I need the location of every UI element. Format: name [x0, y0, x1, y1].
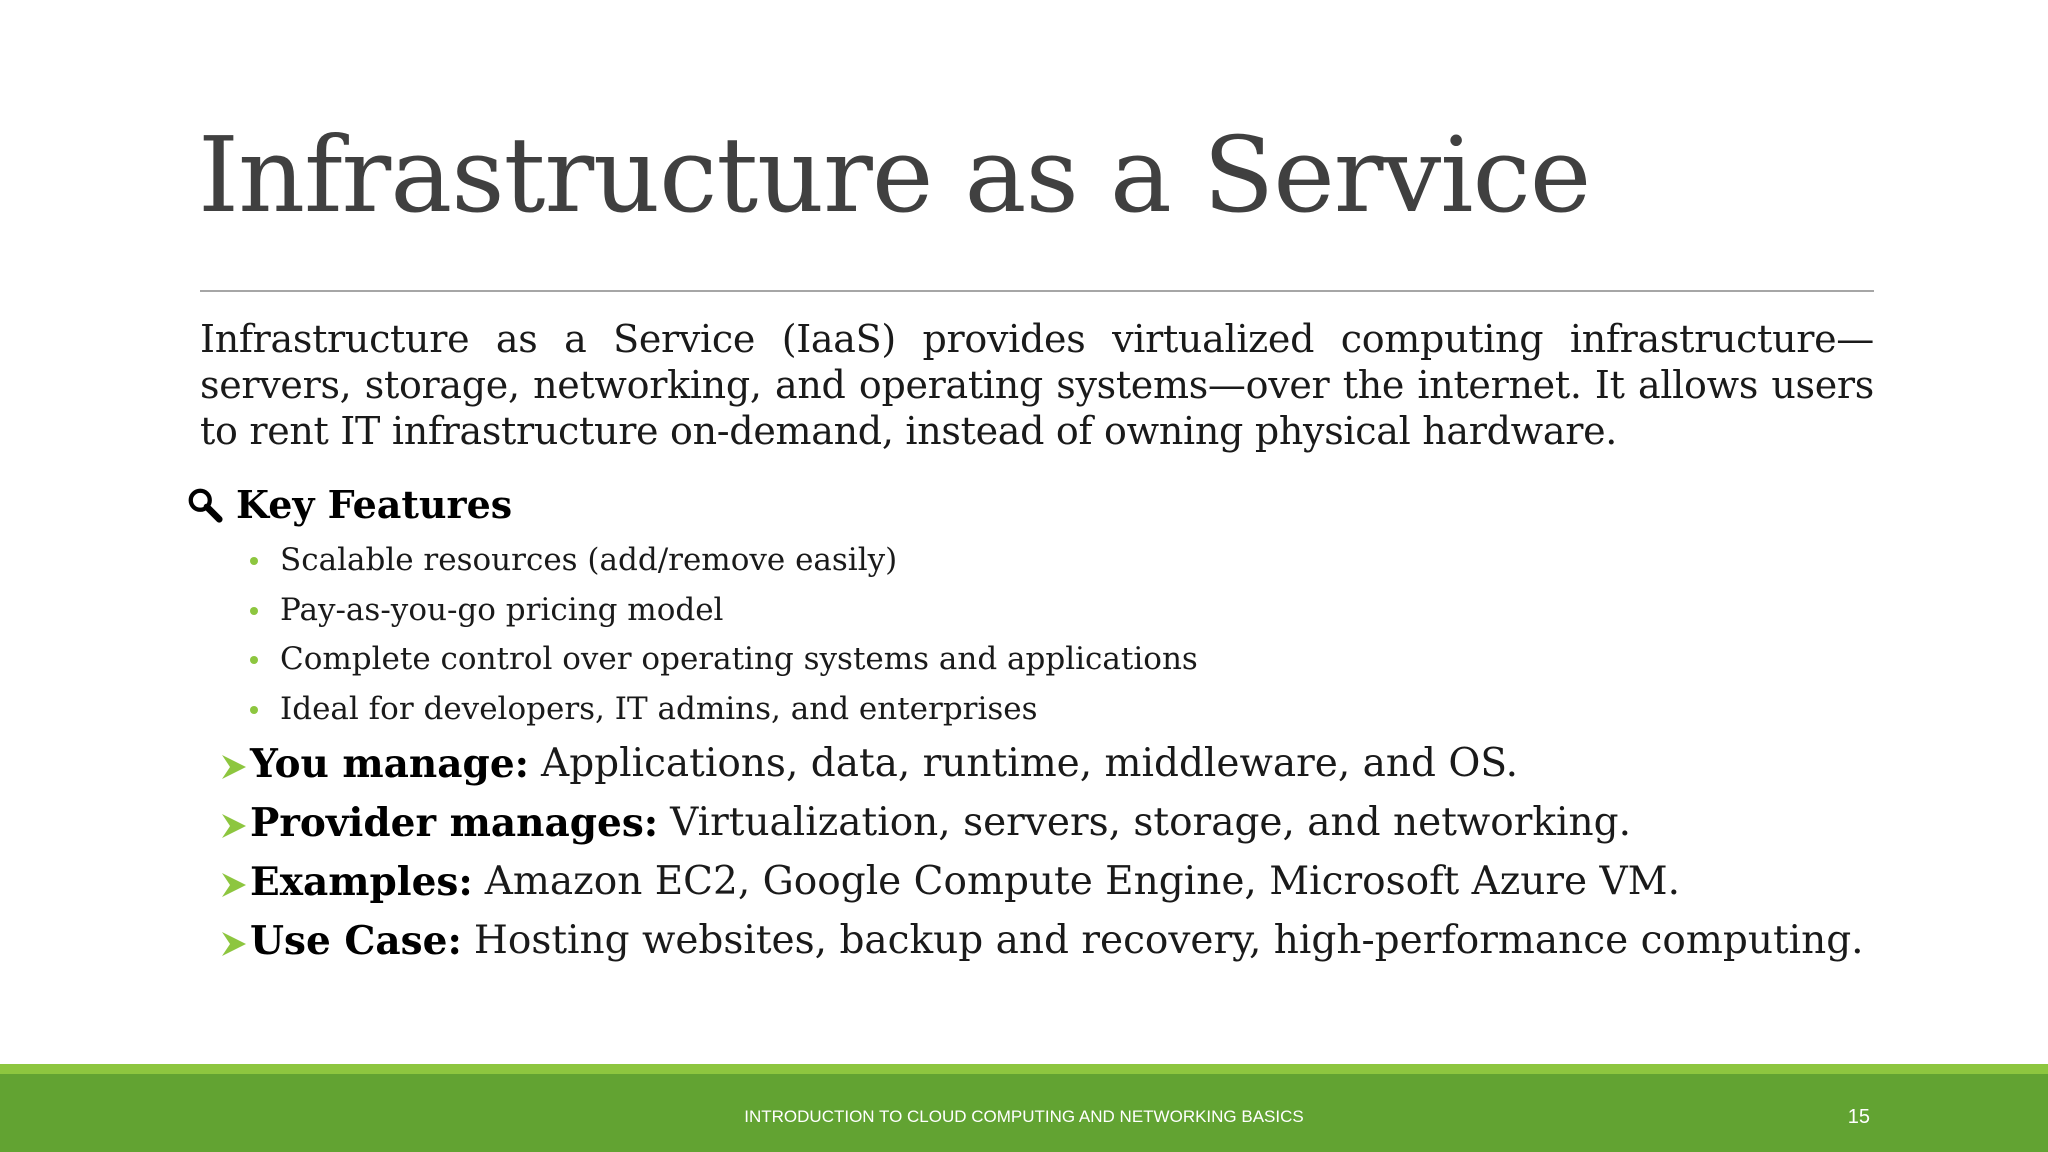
title-divider	[200, 290, 1874, 292]
list-item	[248, 536, 1198, 586]
detail-text: Hosting websites, backup and recovery, high-performance computing.	[473, 918, 1864, 963]
detail-use-case	[220, 911, 1864, 970]
intro-paragraph: Infrastructure as a Service (IaaS) provides virtualized computing infrastructure—servers, storage, networking, and operating systems—over the internet. It allows users to rent IT infrastructure on-demand, instead of owning physical hardware.	[200, 317, 1874, 453]
detail-label: Examples:	[250, 858, 473, 905]
feature-text: Complete control over operating systems and applications	[280, 641, 1198, 677]
list-item	[248, 685, 1198, 735]
bullet-dot-icon	[250, 607, 258, 615]
detail-label: You manage:	[250, 740, 530, 787]
list-item	[248, 635, 1198, 685]
key-features-heading	[186, 482, 512, 528]
feature-text: Ideal for developers, IT admins, and enterprises	[280, 690, 1038, 727]
key-features-label: Key Features	[236, 482, 513, 527]
detail-text: Applications, data, runtime, middleware, and OS.	[541, 741, 1519, 786]
footer-accent-stripe	[0, 1064, 2048, 1074]
detail-provider-manages	[220, 793, 1864, 852]
list-item	[248, 586, 1198, 636]
detail-you-manage	[220, 734, 1864, 793]
feature-text: Pay-as-you-go pricing model	[280, 591, 724, 628]
slide-title: Infrastructure as a Service	[198, 114, 1591, 236]
detail-text: Amazon EC2, Google Compute Engine, Microsoft Azure VM.	[484, 859, 1681, 904]
arrow-bullet-icon	[220, 871, 248, 899]
page-number: 15	[1847, 1106, 1870, 1128]
detail-label: Use Case:	[250, 917, 462, 964]
magnifier-icon	[186, 486, 224, 524]
arrow-bullet-icon	[220, 812, 248, 840]
feature-text: Scalable resources (add/remove easily)	[280, 542, 898, 578]
bullet-dot-icon	[250, 557, 258, 565]
detail-examples	[220, 852, 1864, 911]
arrow-bullet-icon	[220, 930, 248, 958]
bullet-dot-icon	[250, 656, 258, 664]
key-features-list	[248, 536, 1198, 734]
detail-label: Provider manages:	[250, 799, 659, 846]
arrow-bullet-icon	[220, 753, 248, 781]
bullet-dot-icon	[250, 706, 258, 714]
footer-text: INTRODUCTION TO CLOUD COMPUTING AND NETWORKING BASICS	[744, 1107, 1304, 1126]
detail-text: Virtualization, servers, storage, and networking.	[670, 800, 1631, 845]
detail-list	[220, 734, 1864, 970]
